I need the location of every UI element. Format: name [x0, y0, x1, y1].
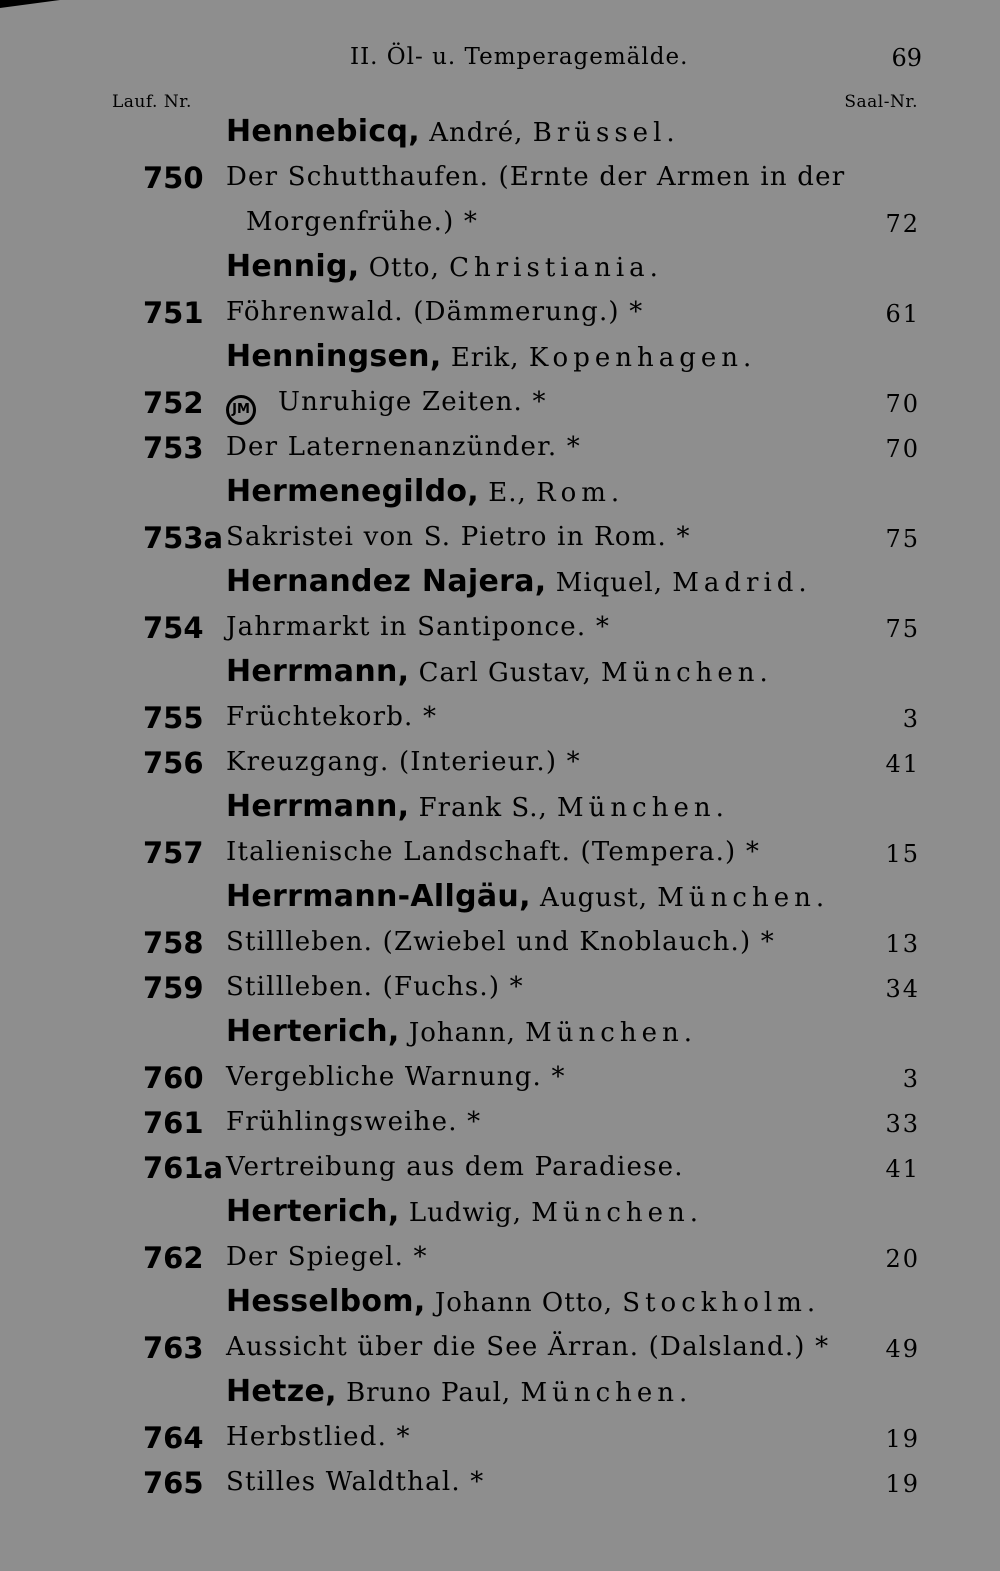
- work-continuation: [0, 200, 1000, 245]
- work-title-line: [226, 297, 643, 327]
- artist-heading-text: [226, 789, 729, 824]
- artist-firstname: Carl Gustav,: [418, 658, 592, 688]
- artist-heading: [0, 245, 1000, 290]
- work-title: Stillleben. (Fuchs.) *: [226, 972, 524, 1002]
- artist-heading: [0, 650, 1000, 695]
- work-entry: [0, 380, 1000, 425]
- work-entry: [0, 1055, 1000, 1100]
- work-title-line: [226, 387, 547, 425]
- saal-number: 3: [902, 705, 920, 733]
- saal-number: 41: [885, 1155, 920, 1183]
- saal-number: 20: [885, 1245, 920, 1273]
- catalog-number: 762: [143, 1241, 204, 1275]
- work-entry: [0, 1235, 1000, 1280]
- saal-number: 70: [885, 390, 920, 418]
- catalog-number: 756: [143, 746, 204, 780]
- artist-heading-text: [226, 1194, 703, 1229]
- artist-city: Rom.: [536, 478, 625, 508]
- artist-heading-text: [226, 1014, 697, 1049]
- catalog-number: 752: [143, 386, 204, 420]
- artist-details: [409, 658, 772, 688]
- artist-details: [400, 1198, 704, 1228]
- artist-heading: [0, 1370, 1000, 1415]
- artist-surname: Hetze,: [226, 1374, 337, 1409]
- work-entry: [0, 1145, 1000, 1190]
- work-title-line: [226, 1107, 481, 1137]
- catalog-number: 763: [143, 1331, 204, 1365]
- page-corner-mark: [0, 0, 60, 8]
- artist-city: Brüssel.: [532, 118, 680, 148]
- saal-number: 70: [885, 435, 920, 463]
- work-title: Stillleben. (Zwiebel und Knoblauch.) *: [226, 927, 775, 957]
- artist-heading-text: [226, 1284, 820, 1319]
- saal-number: 75: [885, 615, 920, 643]
- work-title: Vertreibung aus dem Paradiese.: [226, 1152, 684, 1182]
- artist-heading: [0, 785, 1000, 830]
- artist-surname: Herrmann-Allgäu,: [226, 879, 531, 914]
- page-header: [0, 44, 1000, 78]
- saal-number: 49: [885, 1335, 920, 1363]
- work-title-line: [226, 837, 760, 867]
- artist-city: München.: [520, 1378, 693, 1408]
- artist-firstname: André,: [429, 118, 524, 148]
- saal-number: 33: [885, 1110, 920, 1138]
- work-title-line: [226, 747, 581, 777]
- work-entry: [0, 155, 1000, 200]
- work-entry: [0, 290, 1000, 335]
- artist-heading-text: [226, 564, 812, 599]
- work-title-line: [226, 927, 775, 957]
- catalog-number: 754: [143, 611, 204, 645]
- running-title: II. Öl- u. Temperagemälde.: [350, 44, 689, 70]
- work-title: Früchtekorb. *: [226, 702, 438, 732]
- artist-firstname: Otto,: [368, 253, 440, 283]
- artist-heading-text: [226, 654, 773, 689]
- artist-heading: [0, 560, 1000, 605]
- catalog-number: 758: [143, 926, 204, 960]
- work-entry: [0, 740, 1000, 785]
- artist-surname: Herterich,: [226, 1194, 400, 1229]
- work-title-line: [226, 1242, 428, 1272]
- catalog-number: 765: [143, 1466, 204, 1500]
- page-number: 69: [891, 44, 922, 72]
- artist-firstname: August,: [540, 883, 649, 913]
- work-title: Vergebliche Warnung. *: [226, 1062, 566, 1092]
- artist-city: Stockholm.: [622, 1288, 821, 1318]
- work-title-line: [226, 1152, 684, 1182]
- saal-number: 15: [885, 840, 920, 868]
- catalog-number: 761: [143, 1106, 204, 1140]
- saal-number: 19: [885, 1425, 920, 1453]
- artist-surname: Hernandez Najera,: [226, 564, 547, 599]
- artist-city: München.: [657, 883, 830, 913]
- artist-heading-text: [226, 474, 624, 509]
- work-title: Aussicht über die See Ärran. (Dalsland.) *: [226, 1332, 830, 1362]
- catalog-number: 761a: [143, 1151, 224, 1185]
- artist-details: [442, 343, 757, 373]
- artist-details: [426, 1288, 821, 1318]
- work-entry: [0, 1460, 1000, 1505]
- work-title-line: [226, 1062, 566, 1092]
- artist-details: [531, 883, 829, 913]
- artist-heading-text: [226, 249, 663, 284]
- work-title: Kreuzgang. (Interieur.) *: [226, 747, 581, 777]
- work-entry: [0, 965, 1000, 1010]
- artist-details: [400, 1018, 697, 1048]
- catalog-number: 755: [143, 701, 204, 735]
- catalog-list: [0, 110, 1000, 1505]
- artist-surname: Herrmann,: [226, 654, 410, 689]
- work-title: Frühlingsweihe. *: [226, 1107, 482, 1137]
- work-title-line: [226, 612, 610, 642]
- work-title-line: [226, 1422, 411, 1452]
- work-title: Der Spiegel. *: [226, 1242, 428, 1272]
- work-title-line: [226, 522, 691, 552]
- artist-surname: Hermenegildo,: [226, 474, 479, 509]
- artist-surname: Herrmann,: [226, 789, 410, 824]
- artist-heading-text: [226, 339, 756, 374]
- artist-city: München.: [600, 658, 773, 688]
- artist-firstname: Johann Otto,: [434, 1288, 614, 1318]
- artist-details: [420, 118, 680, 148]
- artist-details: [337, 1378, 692, 1408]
- saal-number: 3: [902, 1065, 920, 1093]
- artist-heading: [0, 1010, 1000, 1055]
- work-entry: [0, 605, 1000, 650]
- work-title-line: [246, 207, 478, 237]
- artist-firstname: Miquel,: [555, 568, 664, 598]
- catalog-number: 753a: [143, 521, 224, 555]
- catalog-number: 764: [143, 1421, 204, 1455]
- work-entry: [0, 1100, 1000, 1145]
- work-title: Italienische Landschaft. (Tempera.) *: [226, 837, 761, 867]
- work-title: Sakristei von S. Pietro in Rom. *: [226, 522, 691, 552]
- artist-heading-text: [226, 114, 680, 149]
- work-entry: [0, 1325, 1000, 1370]
- artist-heading: [0, 1280, 1000, 1325]
- catalog-number: 753: [143, 431, 204, 465]
- artist-surname: Henningsen,: [226, 339, 442, 374]
- work-title-line: [226, 162, 845, 192]
- artist-city: Kopenhagen.: [528, 343, 757, 373]
- artist-firstname: Ludwig,: [408, 1198, 522, 1228]
- artist-firstname: Bruno Paul,: [346, 1378, 512, 1408]
- work-title-line: [226, 972, 524, 1002]
- work-title-line: [226, 432, 581, 462]
- saal-number: 61: [885, 300, 920, 328]
- artist-details: [359, 253, 663, 283]
- artist-details: [546, 568, 811, 598]
- artist-city: München.: [525, 1018, 697, 1048]
- artist-firstname: E.,: [488, 478, 527, 508]
- work-title: Jahrmarkt in Santiponce. *: [226, 612, 611, 642]
- work-entry: [0, 695, 1000, 740]
- work-entry: [0, 920, 1000, 965]
- work-entry: [0, 515, 1000, 560]
- saal-number: 41: [885, 750, 920, 778]
- saal-number: 13: [885, 930, 920, 958]
- artist-surname: Hennebicq,: [226, 114, 420, 149]
- artist-heading: [0, 470, 1000, 515]
- artist-details: [409, 793, 729, 823]
- artist-city: Madrid.: [672, 568, 812, 598]
- artist-surname: Hesselbom,: [226, 1284, 426, 1319]
- artist-details: [479, 478, 624, 508]
- artist-firstname: Frank S.,: [418, 793, 548, 823]
- artist-heading: [0, 875, 1000, 920]
- work-title: Morgenfrühe.) *: [246, 207, 479, 237]
- catalog-number: 751: [143, 296, 204, 330]
- catalog-number: 750: [143, 161, 204, 195]
- column-header-lauf-nr: Lauf. Nr.: [112, 92, 192, 112]
- artist-heading: [0, 335, 1000, 380]
- saal-number: 75: [885, 525, 920, 553]
- artist-heading: [0, 110, 1000, 155]
- jm-monogram-icon: JM: [226, 395, 256, 425]
- saal-number: 72: [885, 210, 920, 238]
- column-header-saal-nr: Saal-Nr.: [844, 92, 918, 112]
- work-entry: [0, 830, 1000, 875]
- artist-surname: Herterich,: [226, 1014, 400, 1049]
- artist-heading-text: [226, 879, 829, 914]
- artist-city: Christiania.: [449, 253, 663, 283]
- work-title: Stilles Waldthal. *: [226, 1467, 485, 1497]
- work-title: Herbstlied. *: [226, 1422, 411, 1452]
- artist-city: München.: [531, 1198, 704, 1228]
- work-entry: [0, 425, 1000, 470]
- artist-firstname: Erik,: [450, 343, 520, 373]
- saal-number: 34: [885, 975, 920, 1003]
- work-title: Unruhige Zeiten. *: [278, 387, 547, 417]
- work-title-line: [226, 1332, 829, 1362]
- catalog-number: 759: [143, 971, 204, 1005]
- catalog-number: 757: [143, 836, 204, 870]
- catalog-number: 760: [143, 1061, 204, 1095]
- artist-surname: Hennig,: [226, 249, 360, 284]
- work-entry: [0, 1415, 1000, 1460]
- work-title-line: [226, 1467, 484, 1497]
- saal-number: 19: [885, 1470, 920, 1498]
- artist-heading-text: [226, 1374, 692, 1409]
- work-title-line: [226, 702, 437, 732]
- work-title: Föhrenwald. (Dämmerung.) *: [226, 297, 644, 327]
- artist-city: München.: [557, 793, 729, 823]
- work-title: Der Laternenanzünder. *: [226, 432, 581, 462]
- artist-heading: [0, 1190, 1000, 1235]
- work-title: Der Schutthaufen. (Ernte der Armen in der: [226, 162, 846, 192]
- artist-firstname: Johann,: [408, 1018, 516, 1048]
